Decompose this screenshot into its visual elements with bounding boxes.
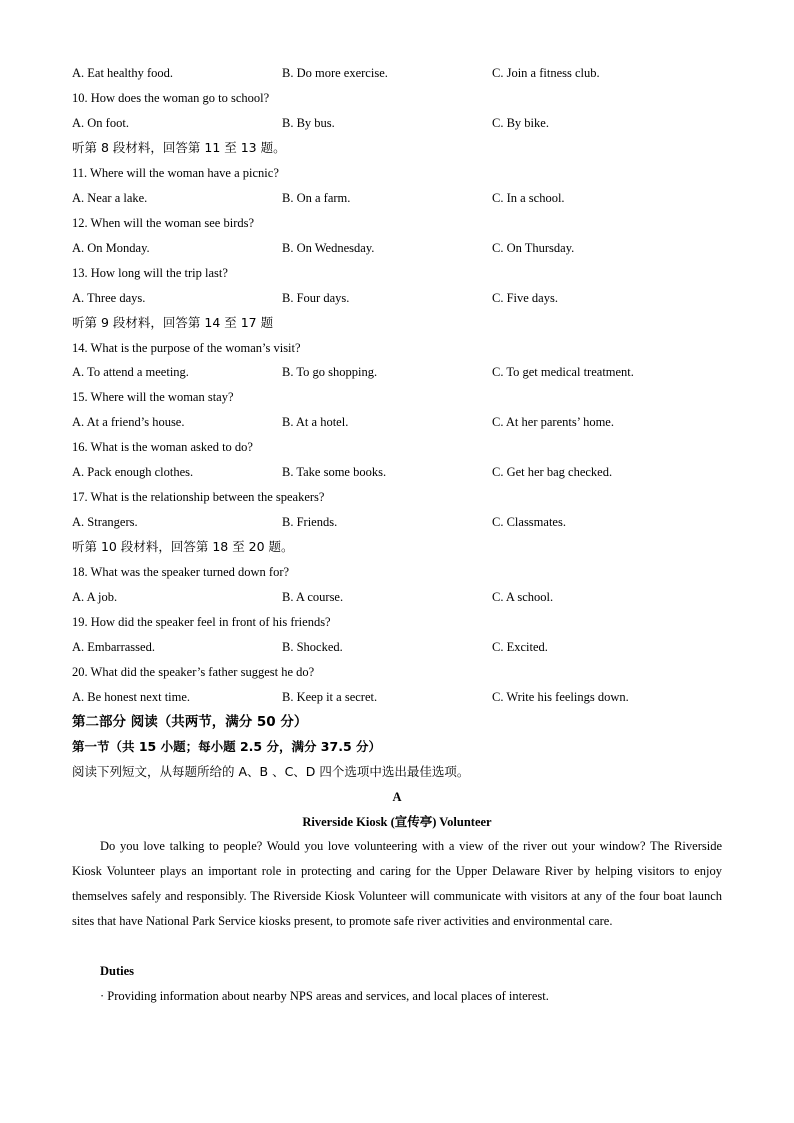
passage-title: Riverside Kiosk (宣传亭) Volunteer — [302, 815, 492, 829]
q10-option-c: C. By bike. — [492, 116, 549, 130]
q18-option-b: B. A course. — [282, 590, 344, 604]
q17-option-b: B. Friends. — [282, 515, 338, 529]
q19-option-a: A. Embarrassed. — [72, 640, 155, 654]
q12-option-b: B. On Wednesday. — [282, 241, 375, 255]
q16-option-b: B. Take some books. — [282, 465, 387, 479]
section-8-instruction: 听第 8 段材料，回答第 11 至 13 题。 — [72, 140, 286, 155]
q10-option-a: A. On foot. — [72, 116, 129, 130]
q15-question: 15. Where will the woman stay? — [72, 390, 234, 404]
reading-instruction: 阅读下列短文，从每题所给的 A、B 、C、D 四个选项中选出最佳选项。 — [72, 764, 470, 779]
q13-option-c: C. Five days. — [492, 291, 558, 305]
q15-option-c: C. At her parents’ home. — [492, 415, 614, 429]
q14-question: 14. What is the purpose of the woman’s visit? — [72, 341, 301, 355]
q20-option-b: B. Keep it a secret. — [282, 690, 378, 704]
q18-option-a: A. A job. — [72, 590, 118, 604]
q16-option-c: C. Get her bag checked. — [492, 465, 613, 479]
q9-option-b: B. Do more exercise. — [282, 66, 388, 80]
q10-question: 10. How does the woman go to school? — [72, 91, 270, 105]
q11-question: 11. Where will the woman have a picnic? — [72, 166, 279, 180]
duty-item: · Providing information about nearby NPS areas and services, and local places of interest. — [100, 989, 549, 1003]
q11-option-a: A. Near a lake. — [72, 191, 148, 205]
section-10-instruction: 听第 10 段材料，回答第 18 至 20 题。 — [72, 539, 294, 554]
q19-question: 19. How did the speaker feel in front of his friends? — [72, 615, 331, 629]
q15-option-a: A. At a friend’s house. — [72, 415, 185, 429]
passage-paragraph: Do you love talking to people? Would you love volunteering with a view of the river out your window? The Riverside Kiosk Volunteer plays an important role in protecting and caring for the Upper Delaware River by helping visitors to enjoy themselves safely and responsibly. The Riverside Kiosk Volunteer will communicate with visitors at any of the four boat launch sites that have National Park Service kiosks present, to promote safe river activities and environmental care. — [72, 839, 722, 928]
q12-option-c: C. On Thursday. — [492, 241, 575, 255]
q17-option-a: A. Strangers. — [72, 515, 138, 529]
q9-option-a: A. Eat healthy food. — [72, 66, 174, 80]
q16-question: 16. What is the woman asked to do? — [72, 440, 253, 454]
q15-option-b: B. At a hotel. — [282, 415, 349, 429]
part-2-heading: 第二部分 阅读（共两节，满分 50 分） — [72, 714, 308, 730]
q13-question: 13. How long will the trip last? — [72, 266, 228, 280]
q14-option-a: A. To attend a meeting. — [72, 365, 189, 379]
duties-heading: Duties — [100, 964, 135, 978]
q20-option-a: A. Be honest next time. — [72, 690, 191, 704]
q18-option-c: C. A school. — [492, 590, 554, 604]
q19-option-b: B. Shocked. — [282, 640, 343, 654]
q20-option-c: C. Write his feelings down. — [492, 690, 629, 704]
section-9-instruction: 听第 9 段材料，回答第 14 至 17 题 — [72, 315, 274, 330]
q13-option-a: A. Three days. — [72, 291, 146, 305]
q13-option-b: B. Four days. — [282, 291, 350, 305]
q12-option-a: A. On Monday. — [72, 241, 150, 255]
q14-option-b: B. To go shopping. — [282, 365, 378, 379]
passage-letter: A — [392, 790, 402, 804]
q10-option-b: B. By bus. — [282, 116, 335, 130]
q19-option-c: C. Excited. — [492, 640, 548, 654]
q12-question: 12. When will the woman see birds? — [72, 216, 255, 230]
q11-option-c: C. In a school. — [492, 191, 565, 205]
q17-option-c: C. Classmates. — [492, 515, 566, 529]
q11-option-b: B. On a farm. — [282, 191, 351, 205]
q16-option-a: A. Pack enough clothes. — [72, 465, 194, 479]
q17-question: 17. What is the relationship between the speakers? — [72, 490, 325, 504]
q18-question: 18. What was the speaker turned down for? — [72, 565, 290, 579]
q9-option-c: C. Join a fitness club. — [492, 66, 600, 80]
section-1-heading: 第一节（共 15 小题；每小题 2.5 分，满分 37.5 分） — [72, 739, 381, 754]
q20-question: 20. What did the speaker’s father suggest he do? — [72, 665, 315, 679]
q14-option-c: C. To get medical treatment. — [492, 365, 634, 379]
